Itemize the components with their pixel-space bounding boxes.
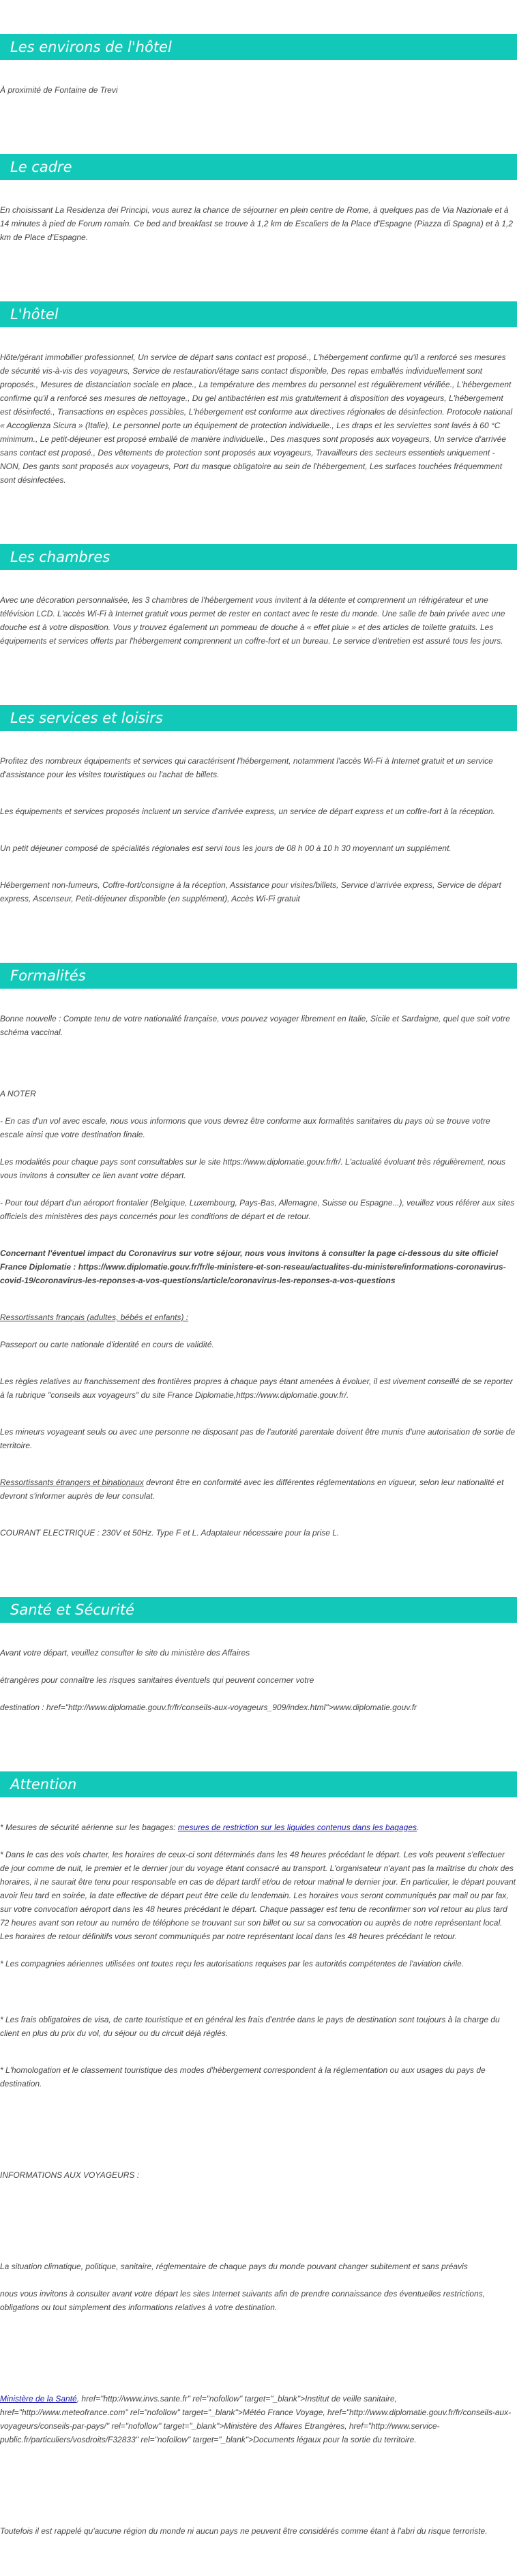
paragraph: * Les compagnies aériennes utilisées ont toutes reçu les autorisations requises par les autorités compétentes de l'aviation civile. <box>0 1959 464 1968</box>
coronavirus-notice: Concernant l'éventuel impact du Coronavirus sur votre séjour, nous vous invitons à consulter la page ci-dessous du site officiel France Diplomatie : https://www.diplomatie.gouv.fr/fr/le-ministere-et-son-reseau/actualites-du-ministere/informations-coronavirus-covid-19/coronavirus-les-reponses-a-vos-questions/article/coronavirus-les-reponses-a-vos-questions <box>0 1248 506 1285</box>
paragraph: étrangères pour connaître les risques sanitaires éventuels qui peuvent concerner votre <box>0 1675 314 1685</box>
section-title: Santé et Sécurité <box>0 1597 517 1623</box>
paragraph: En choisissant La Residenza dei Principi, vous aurez la chance de séjourner en plein centre de Rome, à quelques pas de Via Nazionale et à 14 minutes à pied de Forum romain. Ce bed and breakfast se trouve à 1,2 km de Escaliers de la Place d'Espagne (Piazza di Spagna) et à 1,2 km de Place d'Espagne. <box>0 205 514 242</box>
section-body <box>0 1632 517 1737</box>
subheading-foreign-nationals: Ressortissants étrangers et binationaux <box>0 1478 144 1487</box>
spacer <box>0 686 517 705</box>
spacer <box>0 282 517 301</box>
spacer <box>0 135 517 154</box>
section-formalites <box>0 963 517 1563</box>
paragraph: Avec une décoration personnalisée, les 3 chambres de l'hébergement vous invitent à la détente et comprennent un réfrigérateur et une télévision LCD. L'accès Wi-Fi à Internet gratuit vous permet de rester en contact avec le reste du monde. Une salle de bain privée avec une douche est à votre disposition. Vous y trouvez également un pommeau de douche à « effet pluie » et des articles de toilette gratuits. Les équipements et services offerts par l'hébergement comprennent un coffre-fort et un bureau. Le service d'entretien est assuré tous les jours. <box>0 595 505 646</box>
section-title: Le cadre <box>0 154 517 180</box>
section-body <box>0 337 517 510</box>
paragraph <box>0 1476 516 1503</box>
section-services <box>0 705 517 929</box>
paragraph-text: devront être en conformité avec les différentes réglementations en vigueur, selon leur nationalité et devront s'informer auprès de leur consulat. <box>0 1478 504 1501</box>
paragraph: * L'homologation et le classement touristique des modes d'hébergement correspondent à la réglementation ou aux usages du pays de destination. <box>0 2065 486 2088</box>
section-title: Formalités <box>0 963 517 989</box>
liquids-restriction-link[interactable]: mesures de restriction sur les liquides contenus dans les bagages <box>177 1823 417 1832</box>
spacer <box>0 944 517 963</box>
paragraph-text: , href="http://www.invs.sante.fr" rel="nofollow" target="_blank">Institut de veille sanitaire, href="http://www.meteofrance.com" rel="nofollow" target="_blank">Météo France Voyage, href="http://www.diplomatie.gouv.fr/fr/conseils-aux-voyageurs/conseils-par-pays/" rel="nofollow" target="_blank">Ministère des Affaires Etrangères, href="http://www.service-public.fr/particuliers/vosdroits/F32833" rel="nofollow" target="_blank">Documents légaux pour la sortie du territoire. <box>0 2394 512 2444</box>
paragraph: Toutefois il est rappelé qu'aucune région du monde ni aucun pays ne peuvent être considérés comme étant à l'abri du risque terroriste. <box>0 2526 488 2536</box>
section-body <box>0 1807 517 2561</box>
paragraph: Profitez des nombreux équipements et services qui caractérisent l'hébergement, notamment l'accès Wi-Fi à Internet gratuit et un service d'assistance pour les visites touristiques ou l'achat de billets. <box>0 756 493 779</box>
section-environs <box>0 34 517 120</box>
paragraph <box>0 1821 516 1834</box>
section-sante <box>0 1597 517 1737</box>
paragraph: La situation climatique, politique, sanitaire, réglementaire de chaque pays du monde pouvant changer subitement et sans préavis <box>0 2262 468 2271</box>
paragraph: * Les frais obligatoires de visa, de carte touristique et en général les frais d'entrée dans le pays de destination sont toujours à la charge du client en plus du prix du vol, du séjour ou du circuit déjà réglés. <box>0 2015 500 2038</box>
paragraph: À proximité de Fontaine de Trevi <box>0 85 118 95</box>
paragraph: INFORMATIONS AUX VOYAGEURS : <box>0 2170 140 2180</box>
note-heading: A NOTER <box>0 1089 36 1098</box>
paragraph: nous vous invitons à consulter avant votre départ les sites Internet suivants afin de prendre connaissance des éventuelles restrictions, obligations ou tout simplement des informations relatives à votre destination. <box>0 2289 486 2312</box>
paragraph: - En cas d'un vol avec escale, nous vous informons que vous devrez être conforme aux formalités sanitaires du pays où se trouve votre escale ainsi que votre destination finale. <box>0 1116 490 1139</box>
section-title: Attention <box>0 1771 517 1797</box>
paragraph-text: * Mesures de sécurité aérienne sur les bagages: <box>0 1823 178 1832</box>
paragraph: destination : href="http://www.diplomatie.gouv.fr/fr/conseils-aux-voyageurs_909/index.html">www.diplomatie.gouv.fr <box>0 1703 417 1712</box>
paragraph: Bonne nouvelle : Compte tenu de votre nationalité française, vous pouvez voyager librement en Italie, Sicile et Sardaigne, quel que soit votre schéma vaccinal. <box>0 1014 510 1037</box>
paragraph <box>0 2392 516 2446</box>
spacer <box>0 525 517 544</box>
section-title: L'hôtel <box>0 301 517 327</box>
spacer <box>0 1578 517 1597</box>
section-title: Les environs de l'hôtel <box>0 34 517 60</box>
section-body <box>0 740 517 929</box>
paragraph: Les mineurs voyageant seuls ou avec une personne ne disposant pas de l'autorité parentale doivent être munis d'une autorisation de sortie de territoire. <box>0 1427 516 1450</box>
section-attention <box>0 1771 517 2561</box>
section-cadre <box>0 154 517 267</box>
subheading-french-nationals: Ressortissants français (adultes, bébés et enfants) : <box>0 1313 189 1322</box>
ministere-sante-link[interactable]: Ministère de la Santé <box>0 2394 77 2403</box>
paragraph-text: . <box>417 1823 419 1832</box>
paragraph: Un petit déjeuner composé de spécialités régionales est servi tous les jours de 08 h 00 à 10 h 30 moyennant un supplément. <box>0 843 452 853</box>
spacer <box>0 1752 517 1771</box>
paragraph: Passeport ou carte nationale d'identité en cours de validité. <box>0 1340 214 1349</box>
section-title: Les services et loisirs <box>0 705 517 731</box>
section-body <box>0 580 517 671</box>
section-title: Les chambres <box>0 544 517 570</box>
paragraph: Avant votre départ, veuillez consulter le site du ministère des Affaires <box>0 1648 250 1658</box>
paragraph: Les règles relatives au franchissement des frontières propres à chaque pays étant amenées à évoluer, il est vivement conseillé de se reporter à la rubrique "conseils aux voyageurs" du site France Diplomatie,https://www.diplomatie.gouv.fr/. <box>0 1377 513 1400</box>
paragraph: COURANT ELECTRIQUE : 230V et 50Hz. Type F et L. Adaptateur nécessaire pour la prise L. <box>0 1528 340 1538</box>
paragraph: Les modalités pour chaque pays sont consultables sur le site https://www.diplomatie.gouv.fr/fr/. L'actualité évoluant très régulièrement, nous vous invitons à consulter ce lien avant votre départ. <box>0 1157 506 1180</box>
paragraph: Hôte/gérant immobilier professionnel, Un service de départ sans contact est proposé., L'hébergement confirme qu'il a renforcé ses mesures de sécurité vis-à-vis des voyageurs, Service de restauration/étage sans contact disponible, Des repas emballés individuellement sont proposés., Mesures de distanciation sociale en place., La température des membres du personnel est régulièrement vérifiée., L'hébergement confirme qu'il a renforcé ses mesures de nettoyage., Du gel antibactérien est mis gratuitement à disposition des voyageurs, L'hébergement est désinfecté., Transactions en espèces possibles, L'hébergement est conforme aux directives régionales de désinfection. Protocole national « Accoglienza Sicura » (Italie), Le personnel porte un équipement de protection individuelle., Les draps et les serviettes sont lavés à 60 °C minimum., Le petit-déjeuner est proposé emballé de manière individuelle., Des masques sont proposés aux voyageurs, Un service d'arrivée sans contact est proposé., Des vêtements de protection sont proposés aux voyageurs, Travailleurs des secteurs essentiels uniquement - NON, Des gants sont proposés aux voyageurs, Port du masque obligatoire au sein de l'hébergement, Les surfaces touchées fréquemment sont désinfectées. <box>0 353 513 485</box>
section-body <box>0 998 517 1563</box>
paragraph: Hébergement non-fumeurs, Coffre-fort/consigne à la réception, Assistance pour visites/billets, Service d'arrivée express, Service de départ express, Ascenseur, Petit-déjeuner disponible (en supplément), Accès Wi-Fi gratuit <box>0 880 501 903</box>
paragraph: * Dans le cas des vols charter, les horaires de ceux-ci sont déterminés dans les 48 heures précédant le départ. Les vols peuvent s'effectuer de jour comme de nuit, le premier et le dernier jour du voyage étant consacré au transport. L'organisateur n'ayant pas la maîtrise du choix des horaires, il ne saurait être tenu pour responsable en cas de départ tardif et/ou de retour matinal le dernier jour. En particulier, le départ pouvant avoir lieu tard en soirée, la date effective de départ peut être celle du lendemain. Les horaires vous seront communiqués par mail ou par fax, sur votre convocation aéroport dans les 48 heures précédant le départ. Chaque passager est tenu de reconfirmer son vol retour au plus tard 72 heures avant son retour au numéro de téléphone se trouvant sur son billet ou sur sa convocation ou auprès de notre représentant local. Les horaires de retour définitifs vous seront communiqués par notre représentant local dans les 48 heures précédant le retour. <box>0 1850 516 1941</box>
section-body <box>0 70 517 120</box>
section-hotel <box>0 301 517 510</box>
paragraph: Les équipements et services proposés incluent un service d'arrivée express, un service de départ express et un coffre-fort à la réception. <box>0 807 495 816</box>
section-body <box>0 190 517 267</box>
section-chambres <box>0 544 517 671</box>
paragraph: - Pour tout départ d'un aéroport frontalier (Belgique, Luxembourg, Pays-Bas, Allemagne, Suisse ou Espagne...), veuillez vous référer aux sites officiels des ministères des pays concernés pour les conditions de départ et de retour. <box>0 1198 515 1221</box>
